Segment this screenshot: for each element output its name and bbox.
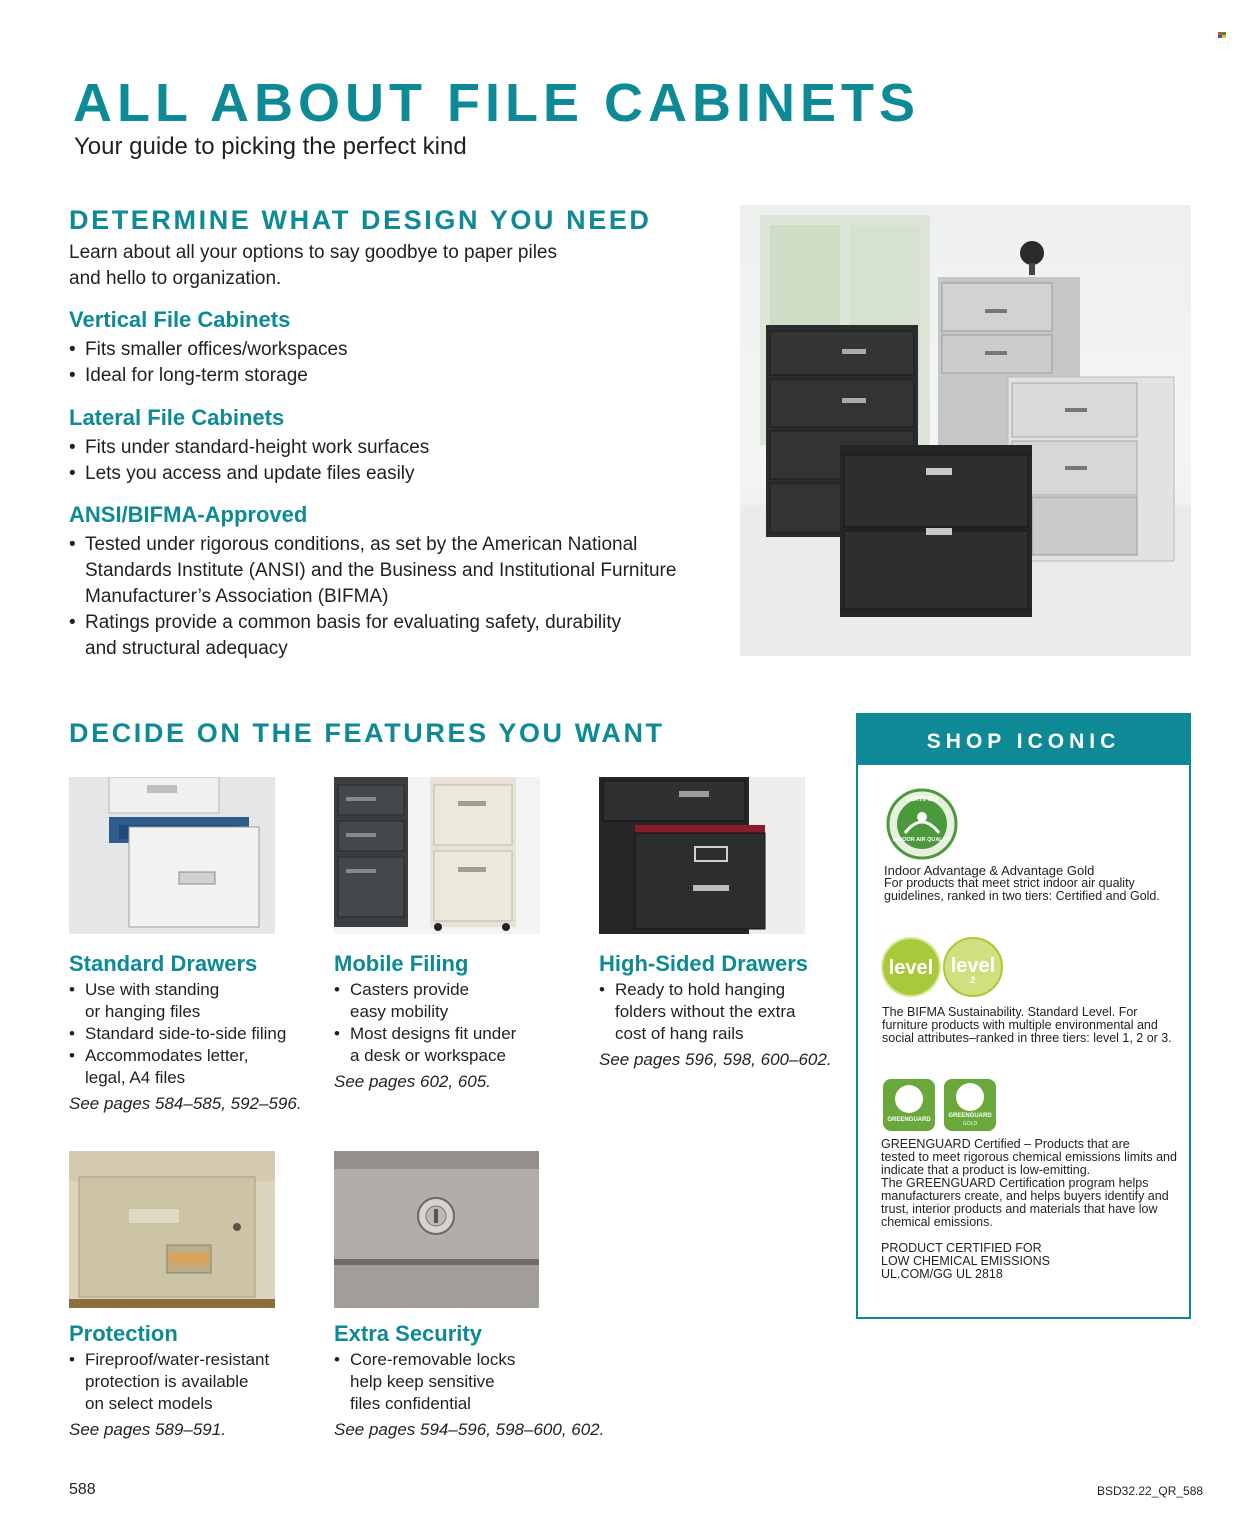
greenguard-gold-badge-icon xyxy=(944,1079,996,1131)
list-line: and structural adequacy xyxy=(85,638,288,659)
badge-certified-label: CERTIFIED xyxy=(906,797,938,803)
cert-line: furniture products with multiple environmental and xyxy=(882,1018,1158,1032)
protection-illustration xyxy=(69,1151,275,1308)
cert-line: UL.COM/GG UL 2818 xyxy=(881,1267,1003,1281)
level-2-number: 2 xyxy=(970,975,976,985)
standard-drawers-pages: See pages 584–585, 592–596. xyxy=(69,1094,302,1113)
standard-drawers-list xyxy=(69,979,319,1089)
vertical-cabinets-title: Vertical File Cabinets xyxy=(69,307,291,332)
security-lock-photo xyxy=(334,1151,539,1308)
high-sided-drawers-pages: See pages 596, 598, 600–602. xyxy=(599,1050,832,1069)
list-line: • Ratings provide a common basis for evaluating safety, durability xyxy=(85,612,622,633)
color-registration-mark xyxy=(1218,32,1226,38)
page-title: ALL ABOUT FILE CABINETS xyxy=(73,73,920,133)
shop-iconic-heading: SHOP ICONIC xyxy=(858,715,1189,765)
list-line: protection is available xyxy=(85,1372,249,1391)
protection-list xyxy=(69,1349,319,1415)
cabinets-hero-illustration xyxy=(740,205,1191,656)
cert-line: trust, interior products and materials that have low xyxy=(881,1202,1158,1216)
mobile-filing-list xyxy=(334,979,584,1067)
product-certified-text xyxy=(881,1242,1186,1281)
high-sided-drawers-title: High-Sided Drawers xyxy=(599,951,809,976)
cert-line: indicate that a product is low-emitting. xyxy=(881,1163,1091,1177)
list-line: • Use with standing xyxy=(85,980,220,999)
list-line: • Accommodates letter, xyxy=(85,1046,249,1065)
list-item: • Fits smaller offices/workspaces xyxy=(69,337,719,363)
list-line: legal, A4 files xyxy=(85,1068,186,1087)
greenguard-gold-label: GREENGUARD xyxy=(948,1113,992,1119)
cert-line: tested to meet rigorous chemical emissions limits and xyxy=(881,1150,1177,1164)
indoor-advantage-title: Indoor Advantage & Advantage Gold xyxy=(884,863,1095,878)
bifma-level-text xyxy=(882,1006,1187,1045)
list-item xyxy=(69,1045,319,1089)
list-item xyxy=(334,1349,584,1415)
list-item xyxy=(69,1023,319,1045)
mobile-filing-illustration xyxy=(334,777,540,934)
cert-line: guidelines, ranked in two tiers: Certified and Gold. xyxy=(884,889,1160,903)
shop-iconic-box xyxy=(856,713,1191,1319)
cert-line: For products that meet strict indoor air quality xyxy=(884,876,1135,890)
level-2-badge-icon: level xyxy=(943,937,1003,997)
greenguard-badge-icon xyxy=(883,1079,935,1131)
standard-drawers-title: Standard Drawers xyxy=(69,951,258,976)
ansi-title: ANSI/BIFMA-Approved xyxy=(69,502,308,527)
list-line: help keep sensitive xyxy=(350,1372,495,1391)
list-item xyxy=(69,979,319,1023)
extra-security-list xyxy=(334,1349,584,1415)
list-line: • Standard side-to-side filing xyxy=(85,1024,287,1043)
list-line: • Casters provide xyxy=(350,980,470,999)
lateral-cabinets-title: Lateral File Cabinets xyxy=(69,405,285,430)
list-line: Manufacturer’s Association (BIFMA) xyxy=(85,586,389,607)
list-item xyxy=(334,979,584,1023)
protection-title: Protection xyxy=(69,1321,178,1346)
list-item: • Lets you access and update files easily xyxy=(69,461,719,487)
cert-line: The GREENGUARD Certification program helps xyxy=(881,1176,1149,1190)
cert-line: chemical emissions. xyxy=(881,1215,993,1229)
list-line: folders without the extra xyxy=(615,1002,796,1021)
list-line: • Core-removable locks xyxy=(350,1350,516,1369)
badge-iaq-label: INDOOR AIR QUALITY xyxy=(892,837,952,843)
ansi-list xyxy=(69,532,729,662)
extra-security-pages: See pages 594–596, 598–600, 602. xyxy=(334,1420,605,1439)
list-line: cost of hang rails xyxy=(615,1024,744,1043)
cert-line: social attributes–ranked in three tiers: level 1, 2 or 3. xyxy=(882,1031,1172,1045)
design-heading: DETERMINE WHAT DESIGN YOU NEED xyxy=(69,205,652,235)
cert-line: PRODUCT CERTIFIED FOR xyxy=(881,1241,1042,1255)
catalog-code: BSD32.22_QR_588 xyxy=(1097,1484,1204,1498)
level-1-badge-icon: level xyxy=(881,937,941,997)
list-item xyxy=(69,610,729,662)
standard-drawers-photo xyxy=(69,777,275,934)
list-line: • Tested under rigorous conditions, as set by the American National xyxy=(85,534,638,555)
list-item xyxy=(69,1349,319,1415)
lateral-cabinets-list xyxy=(69,435,719,487)
list-line: • Fireproof/water-resistant xyxy=(85,1350,270,1369)
list-line: • Ready to hold hanging xyxy=(615,980,786,999)
mobile-filing-photo xyxy=(334,777,540,934)
cert-line: GREENGUARD Certified – Products that are xyxy=(881,1137,1130,1151)
design-intro-line: and hello to organization. xyxy=(69,268,282,289)
list-line: Standards Institute (ANSI) and the Business and Institutional Furniture xyxy=(85,560,677,581)
list-item xyxy=(334,1023,584,1067)
cabinets-hero-photo xyxy=(740,205,1191,656)
design-intro xyxy=(69,240,719,292)
greenguard-label: GREENGUARD xyxy=(887,1117,931,1123)
mobile-filing-title: Mobile Filing xyxy=(334,951,469,976)
indoor-advantage-text xyxy=(884,864,1184,903)
page-number: 588 xyxy=(69,1481,96,1498)
cert-line: The BIFMA Sustainability. Standard Level. For xyxy=(882,1005,1138,1019)
list-line: a desk or workspace xyxy=(350,1046,506,1065)
cert-line: manufacturers create, and helps buyers identify and xyxy=(881,1189,1169,1203)
high-sided-drawers-list xyxy=(599,979,839,1045)
protection-pages: See pages 589–591. xyxy=(69,1420,226,1439)
extra-security-title: Extra Security xyxy=(334,1321,482,1346)
page-subtitle: Your guide to picking the perfect kind xyxy=(74,133,467,160)
mobile-filing-pages: See pages 602, 605. xyxy=(334,1072,491,1091)
design-intro-line: Learn about all your options to say goodbye to paper piles xyxy=(69,242,557,263)
list-item xyxy=(599,979,839,1045)
features-heading: DECIDE ON THE FEATURES YOU WANT xyxy=(69,718,665,748)
cert-line: LOW CHEMICAL EMISSIONS xyxy=(881,1254,1051,1268)
list-line: • Most designs fit under xyxy=(350,1024,517,1043)
list-item: • Fits under standard-height work surfaces xyxy=(69,435,719,461)
list-line: or hanging files xyxy=(85,1002,201,1021)
greenguard-text xyxy=(881,1138,1186,1229)
list-item: • Ideal for long-term storage xyxy=(69,363,719,389)
list-line: files confidential xyxy=(350,1394,471,1413)
vertical-cabinets-list xyxy=(69,337,719,389)
greenguard-gold-sub: GOLD xyxy=(962,1121,978,1127)
list-item xyxy=(69,532,729,610)
list-line: on select models xyxy=(85,1394,213,1413)
standard-drawers-illustration xyxy=(69,777,275,934)
security-lock-illustration xyxy=(334,1151,539,1308)
high-sided-drawers-illustration xyxy=(599,777,805,934)
protection-photo xyxy=(69,1151,275,1308)
list-line: easy mobility xyxy=(350,1002,449,1021)
high-sided-drawers-photo xyxy=(599,777,805,934)
